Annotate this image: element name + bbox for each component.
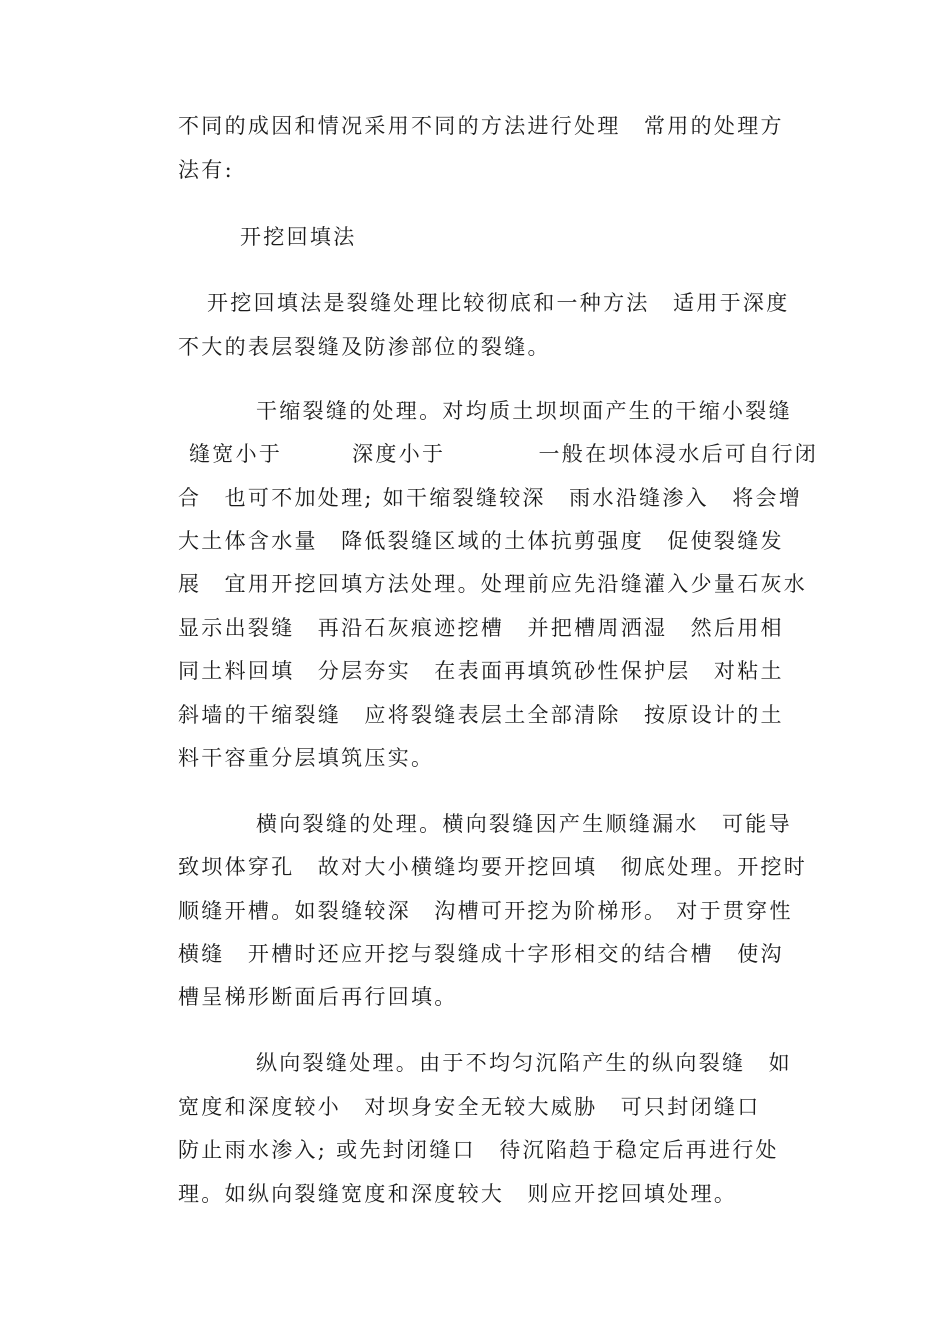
para3-line-4: 大土体含水量 降低裂缝区域的土体抗剪强度 促使裂缝发 [178,529,784,553]
para5-line-2: 宽度和深度较小 对坝身安全无较大威胁 可只封闭缝口 [178,1095,761,1119]
para3-line-1: 干缩裂缝的处理。对均质土坝坝面产生的干缩小裂缝 [256,399,792,423]
para5-line-1: 纵向裂缝处理。由于不均匀沉陷产生的纵向裂缝 如 [256,1051,792,1075]
para3-line-5: 展 宜用开挖回填方法处理。处理前应先沿缝灌入少量石灰水 [178,572,808,596]
para3-line-9: 料干容重分层填筑压实。 [178,746,435,770]
para3-line-3: 合 也可不加处理; 如干缩裂缝较深 雨水沿缝渗入 将会增 [178,486,803,510]
para5-line-4: 理。如纵向裂缝宽度和深度较大 则应开挖回填处理。 [178,1182,738,1206]
para3-line-7: 同土料回填 分层夯实 在表面再填筑砂性保护层 对粘土 [178,659,784,683]
para4-line-3: 顺缝开槽。如裂缝较深 沟槽可开挖为阶梯形。 对于贯穿性 [178,899,793,923]
para2-line-1: 开挖回填法是裂缝处理比较彻底和一种方法 适用于深度 [207,291,790,315]
para1-line-2: 法有: [178,158,234,182]
para5-line-3: 防止雨水渗入; 或先封闭缝口 待沉陷趋于稳定后再进行处 [178,1138,779,1162]
section-heading: 开挖回填法 [240,225,357,249]
para3-line-8: 斜墙的干缩裂缝 应将裂缝表层土全部清除 按原设计的土 [178,703,784,727]
para4-line-4: 横缝 开槽时还应开挖与裂缝成十字形相交的结合槽 使沟 [178,942,784,966]
para2-line-2: 不大的表层裂缝及防渗部位的裂缝。 [178,335,551,359]
para4-line-1: 横向裂缝的处理。横向裂缝因产生顺缝漏水 可能导 [256,812,792,836]
para4-line-2: 致坝体穿孔 故对大小横缝均要开挖回填 彻底处理。开挖时 [178,855,808,879]
para4-line-5: 槽呈梯形断面后再行回填。 [178,985,458,1009]
para3-line-6: 显示出裂缝 再沿石灰痕迹挖槽 并把槽周洒湿 然后用相 [178,616,784,640]
para1-line-1: 不同的成因和情况采用不同的方法进行处理 常用的处理方 [178,114,784,138]
para3-line-2: 缝宽小于 深度小于 一般在坝体浸水后可自行闭 [189,442,819,466]
